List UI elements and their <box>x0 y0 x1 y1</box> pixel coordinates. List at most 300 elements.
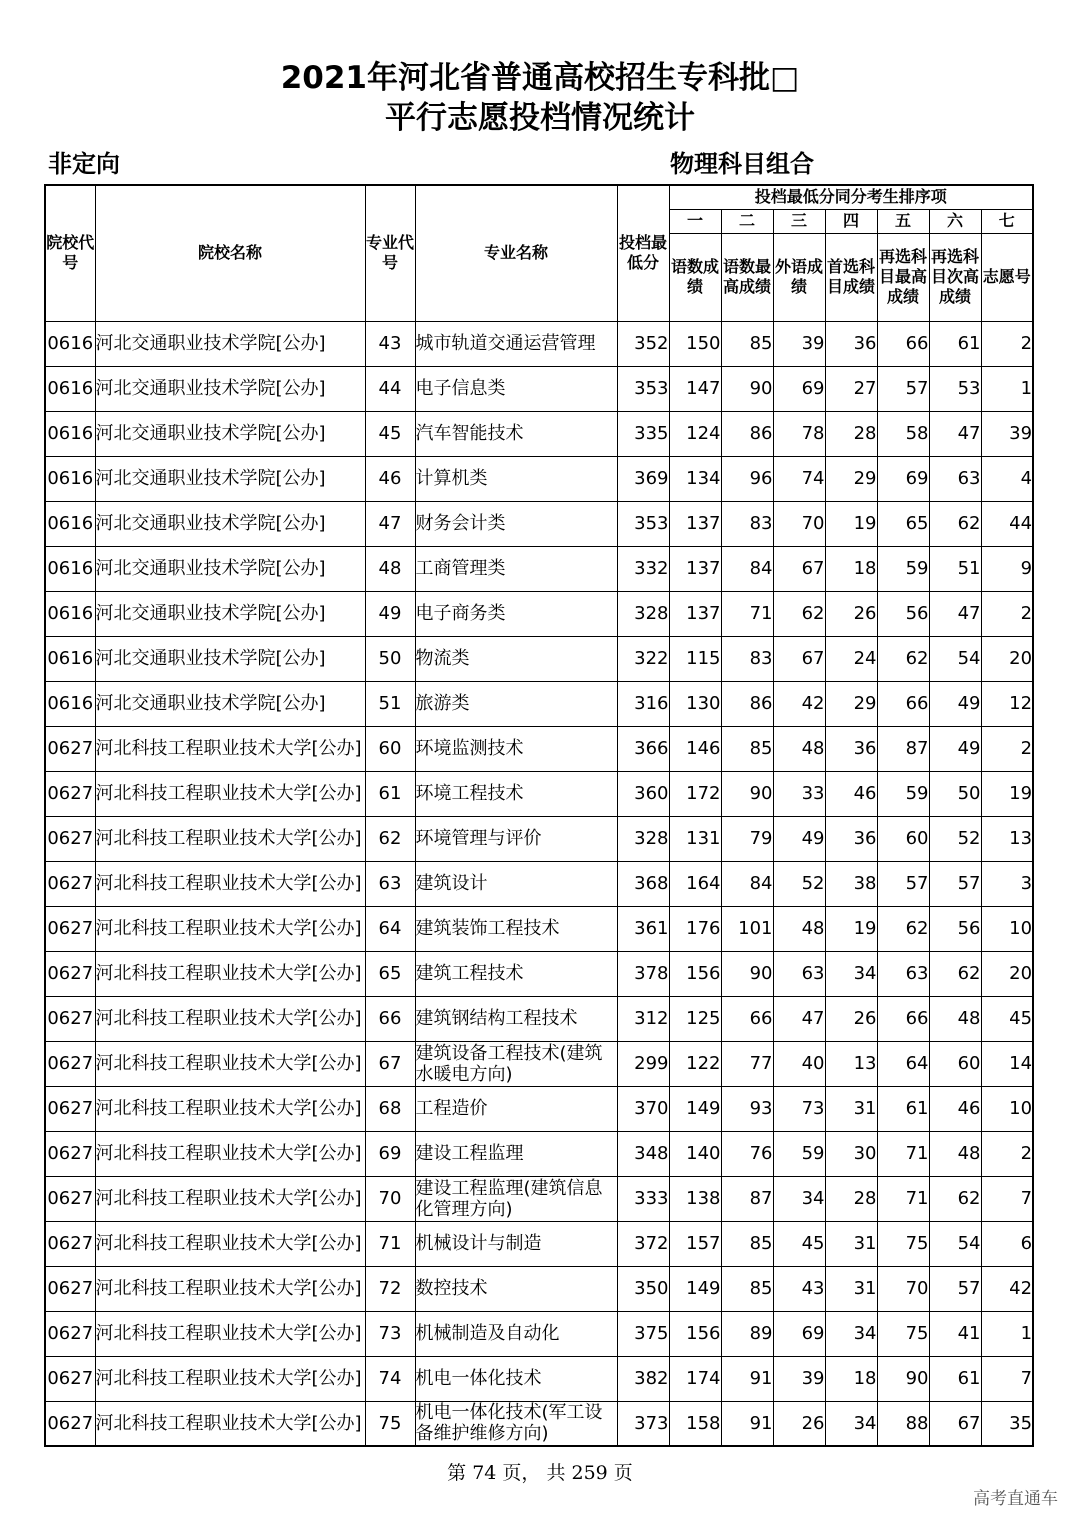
page-title-line-1: 2021年河北省普通高校招生专科批□ <box>280 60 800 96</box>
cell-chinese-math-max: 96 <box>721 456 773 501</box>
cell-min-score: 333 <box>617 1176 669 1221</box>
cell-major-code: 51 <box>365 681 415 726</box>
cell-first-subject-score: 26 <box>825 996 877 1041</box>
cell-elective-second: 51 <box>929 546 981 591</box>
cell-foreign-language-score: 70 <box>773 501 825 546</box>
cell-elective-highest: 87 <box>877 726 929 771</box>
cell-first-subject-score: 31 <box>825 1221 877 1266</box>
table-row <box>45 726 1033 771</box>
cell-elective-highest: 59 <box>877 546 929 591</box>
cell-major-code: 43 <box>365 321 415 366</box>
header-school-code: 院校代号 <box>45 185 95 321</box>
cell-first-subject-score: 19 <box>825 501 877 546</box>
table-row <box>45 951 1033 996</box>
cell-min-score: 366 <box>617 726 669 771</box>
table-row <box>45 411 1033 456</box>
cell-major-name: 环境管理与评价 <box>415 816 617 861</box>
cell-chinese-math-score: 146 <box>669 726 721 771</box>
cell-preference-number: 9 <box>981 546 1033 591</box>
cell-school-name: 河北交通职业技术学院[公办] <box>95 411 365 456</box>
cell-min-score: 328 <box>617 591 669 636</box>
cell-foreign-language-score: 33 <box>773 771 825 816</box>
cell-foreign-language-score: 62 <box>773 591 825 636</box>
header-elective-highest: 再选科目最高成绩 <box>877 233 929 321</box>
cell-major-code: 69 <box>365 1131 415 1176</box>
cell-foreign-language-score: 59 <box>773 1131 825 1176</box>
cell-foreign-language-score: 52 <box>773 861 825 906</box>
cell-preference-number: 42 <box>981 1266 1033 1311</box>
cell-first-subject-score: 24 <box>825 636 877 681</box>
cell-elective-second: 53 <box>929 366 981 411</box>
cell-school-name: 河北科技工程职业技术大学[公办] <box>95 996 365 1041</box>
cell-preference-number: 6 <box>981 1221 1033 1266</box>
cell-school-name: 河北交通职业技术学院[公办] <box>95 546 365 591</box>
cell-major-name: 财务会计类 <box>415 501 617 546</box>
cell-elective-highest: 88 <box>877 1401 929 1446</box>
cell-chinese-math-max: 79 <box>721 816 773 861</box>
cell-min-score: 353 <box>617 366 669 411</box>
header-rank-5: 五 <box>877 209 929 233</box>
table-row <box>45 1221 1033 1266</box>
cell-elective-highest: 90 <box>877 1356 929 1401</box>
cell-chinese-math-max: 83 <box>721 636 773 681</box>
cell-school-code: 0627 <box>45 1041 95 1086</box>
cell-school-name: 河北科技工程职业技术大学[公办] <box>95 1401 365 1446</box>
cell-foreign-language-score: 67 <box>773 636 825 681</box>
cell-min-score: 322 <box>617 636 669 681</box>
cell-chinese-math-score: 122 <box>669 1041 721 1086</box>
cell-min-score: 361 <box>617 906 669 951</box>
cell-preference-number: 14 <box>981 1041 1033 1086</box>
cell-chinese-math-max: 90 <box>721 951 773 996</box>
cell-min-score: 348 <box>617 1131 669 1176</box>
cell-major-name: 建筑工程技术 <box>415 951 617 996</box>
cell-foreign-language-score: 34 <box>773 1176 825 1221</box>
cell-preference-number: 45 <box>981 996 1033 1041</box>
cell-chinese-math-score: 137 <box>669 546 721 591</box>
cell-chinese-math-score: 156 <box>669 951 721 996</box>
cell-chinese-math-score: 174 <box>669 1356 721 1401</box>
cell-major-name: 环境监测技术 <box>415 726 617 771</box>
cell-chinese-math-max: 85 <box>721 1266 773 1311</box>
cell-school-code: 0616 <box>45 681 95 726</box>
cell-preference-number: 7 <box>981 1356 1033 1401</box>
header-rank-7: 七 <box>981 209 1033 233</box>
cell-major-code: 72 <box>365 1266 415 1311</box>
cell-chinese-math-score: 157 <box>669 1221 721 1266</box>
cell-school-name: 河北交通职业技术学院[公办] <box>95 501 365 546</box>
header-preference-number: 志愿号 <box>981 233 1033 321</box>
cell-elective-highest: 65 <box>877 501 929 546</box>
cell-elective-highest: 60 <box>877 816 929 861</box>
cell-preference-number: 4 <box>981 456 1033 501</box>
cell-chinese-math-score: 158 <box>669 1401 721 1446</box>
cell-elective-highest: 66 <box>877 996 929 1041</box>
table-row <box>45 816 1033 861</box>
cell-chinese-math-score: 147 <box>669 366 721 411</box>
cell-elective-second: 50 <box>929 771 981 816</box>
admission-table <box>44 184 1034 1447</box>
cell-school-name: 河北交通职业技术学院[公办] <box>95 321 365 366</box>
cell-major-name: 机电一体化技术 <box>415 1356 617 1401</box>
cell-elective-second: 57 <box>929 1266 981 1311</box>
header-min-score: 投档最低分 <box>617 185 669 321</box>
cell-min-score: 352 <box>617 321 669 366</box>
cell-elective-second: 56 <box>929 906 981 951</box>
cell-foreign-language-score: 74 <box>773 456 825 501</box>
cell-preference-number: 2 <box>981 726 1033 771</box>
cell-elective-highest: 66 <box>877 681 929 726</box>
cell-major-name: 机械制造及自动化 <box>415 1311 617 1356</box>
cell-chinese-math-max: 71 <box>721 591 773 636</box>
cell-chinese-math-max: 76 <box>721 1131 773 1176</box>
table-row <box>45 456 1033 501</box>
cell-major-name: 工商管理类 <box>415 546 617 591</box>
cell-preference-number: 19 <box>981 771 1033 816</box>
cell-foreign-language-score: 43 <box>773 1266 825 1311</box>
cell-chinese-math-score: 176 <box>669 906 721 951</box>
cell-chinese-math-score: 130 <box>669 681 721 726</box>
cell-elective-second: 52 <box>929 816 981 861</box>
header-rank-1: 一 <box>669 209 721 233</box>
cell-elective-highest: 62 <box>877 636 929 681</box>
cell-chinese-math-max: 91 <box>721 1401 773 1446</box>
cell-major-name: 电子信息类 <box>415 366 617 411</box>
cell-preference-number: 39 <box>981 411 1033 456</box>
cell-school-code: 0616 <box>45 636 95 681</box>
cell-major-name: 建筑设备工程技术(建筑水暖电方向) <box>415 1041 617 1086</box>
cell-school-code: 0616 <box>45 411 95 456</box>
cell-major-name: 建筑装饰工程技术 <box>415 906 617 951</box>
header-rank-3: 三 <box>773 209 825 233</box>
header-first-subject-score: 首选科目成绩 <box>825 233 877 321</box>
cell-preference-number: 20 <box>981 951 1033 996</box>
cell-elective-highest: 69 <box>877 456 929 501</box>
cell-chinese-math-score: 150 <box>669 321 721 366</box>
cell-first-subject-score: 28 <box>825 1176 877 1221</box>
cell-major-name: 建筑设计 <box>415 861 617 906</box>
table-row <box>45 366 1033 411</box>
cell-preference-number: 20 <box>981 636 1033 681</box>
cell-major-name: 建筑钢结构工程技术 <box>415 996 617 1041</box>
cell-major-code: 66 <box>365 996 415 1041</box>
table-row <box>45 1176 1033 1221</box>
table-row <box>45 1311 1033 1356</box>
cell-elective-second: 49 <box>929 726 981 771</box>
cell-school-name: 河北科技工程职业技术大学[公办] <box>95 771 365 816</box>
cell-first-subject-score: 29 <box>825 456 877 501</box>
cell-min-score: 312 <box>617 996 669 1041</box>
table-row <box>45 1086 1033 1131</box>
cell-elective-second: 46 <box>929 1086 981 1131</box>
cell-school-code: 0627 <box>45 951 95 996</box>
cell-school-code: 0627 <box>45 996 95 1041</box>
cell-preference-number: 10 <box>981 906 1033 951</box>
cell-major-code: 62 <box>365 816 415 861</box>
table-row <box>45 591 1033 636</box>
cell-chinese-math-max: 84 <box>721 546 773 591</box>
cell-chinese-math-score: 124 <box>669 411 721 456</box>
cell-foreign-language-score: 67 <box>773 546 825 591</box>
table-row <box>45 906 1033 951</box>
cell-school-name: 河北交通职业技术学院[公办] <box>95 591 365 636</box>
cell-first-subject-score: 31 <box>825 1086 877 1131</box>
cell-elective-highest: 57 <box>877 861 929 906</box>
cell-elective-highest: 58 <box>877 411 929 456</box>
cell-foreign-language-score: 47 <box>773 996 825 1041</box>
cell-min-score: 382 <box>617 1356 669 1401</box>
cell-first-subject-score: 36 <box>825 726 877 771</box>
cell-foreign-language-score: 48 <box>773 726 825 771</box>
cell-foreign-language-score: 69 <box>773 1311 825 1356</box>
cell-min-score: 368 <box>617 861 669 906</box>
cell-foreign-language-score: 49 <box>773 816 825 861</box>
cell-min-score: 316 <box>617 681 669 726</box>
cell-first-subject-score: 46 <box>825 771 877 816</box>
cell-school-name: 河北交通职业技术学院[公办] <box>95 636 365 681</box>
cell-foreign-language-score: 78 <box>773 411 825 456</box>
cell-elective-second: 61 <box>929 1356 981 1401</box>
header-foreign-language-score: 外语成绩 <box>773 233 825 321</box>
cell-school-name: 河北科技工程职业技术大学[公办] <box>95 861 365 906</box>
cell-school-code: 0627 <box>45 1176 95 1221</box>
cell-min-score: 369 <box>617 456 669 501</box>
cell-chinese-math-score: 134 <box>669 456 721 501</box>
cell-first-subject-score: 19 <box>825 906 877 951</box>
cell-major-code: 75 <box>365 1401 415 1446</box>
cell-first-subject-score: 31 <box>825 1266 877 1311</box>
cell-school-name: 河北科技工程职业技术大学[公办] <box>95 1086 365 1131</box>
cell-elective-second: 61 <box>929 321 981 366</box>
cell-elective-second: 49 <box>929 681 981 726</box>
cell-preference-number: 2 <box>981 321 1033 366</box>
cell-major-name: 建设工程监理 <box>415 1131 617 1176</box>
header-major-name: 专业名称 <box>415 185 617 321</box>
cell-major-code: 50 <box>365 636 415 681</box>
cell-major-name: 工程造价 <box>415 1086 617 1131</box>
cell-chinese-math-max: 86 <box>721 411 773 456</box>
category-label-left: 非定向 <box>48 150 120 178</box>
cell-school-name: 河北交通职业技术学院[公办] <box>95 456 365 501</box>
cell-foreign-language-score: 48 <box>773 906 825 951</box>
cell-elective-highest: 62 <box>877 906 929 951</box>
cell-major-code: 70 <box>365 1176 415 1221</box>
cell-elective-second: 57 <box>929 861 981 906</box>
cell-major-name: 汽车智能技术 <box>415 411 617 456</box>
cell-elective-second: 41 <box>929 1311 981 1356</box>
cell-school-code: 0616 <box>45 546 95 591</box>
cell-chinese-math-max: 89 <box>721 1311 773 1356</box>
cell-elective-highest: 56 <box>877 591 929 636</box>
cell-min-score: 373 <box>617 1401 669 1446</box>
cell-school-name: 河北科技工程职业技术大学[公办] <box>95 726 365 771</box>
cell-school-code: 0627 <box>45 816 95 861</box>
cell-foreign-language-score: 69 <box>773 366 825 411</box>
cell-school-name: 河北科技工程职业技术大学[公办] <box>95 1356 365 1401</box>
cell-chinese-math-max: 91 <box>721 1356 773 1401</box>
cell-major-name: 计算机类 <box>415 456 617 501</box>
category-label-right: 物理科目组合 <box>670 150 814 178</box>
header-chinese-math-max: 语数最高成绩 <box>721 233 773 321</box>
cell-elective-highest: 57 <box>877 366 929 411</box>
table-row <box>45 1401 1033 1446</box>
cell-school-name: 河北科技工程职业技术大学[公办] <box>95 1131 365 1176</box>
cell-first-subject-score: 34 <box>825 1311 877 1356</box>
cell-major-name: 旅游类 <box>415 681 617 726</box>
cell-school-code: 0627 <box>45 1401 95 1446</box>
cell-min-score: 332 <box>617 546 669 591</box>
cell-preference-number: 7 <box>981 1176 1033 1221</box>
cell-first-subject-score: 28 <box>825 411 877 456</box>
cell-major-code: 60 <box>365 726 415 771</box>
cell-school-name: 河北科技工程职业技术大学[公办] <box>95 951 365 996</box>
cell-chinese-math-max: 66 <box>721 996 773 1041</box>
cell-foreign-language-score: 42 <box>773 681 825 726</box>
cell-min-score: 372 <box>617 1221 669 1266</box>
cell-school-name: 河北交通职业技术学院[公办] <box>95 366 365 411</box>
cell-school-code: 0627 <box>45 1311 95 1356</box>
cell-elective-second: 48 <box>929 1131 981 1176</box>
cell-preference-number: 1 <box>981 1311 1033 1356</box>
cell-school-name: 河北科技工程职业技术大学[公办] <box>95 1041 365 1086</box>
cell-preference-number: 13 <box>981 816 1033 861</box>
header-rank-4: 四 <box>825 209 877 233</box>
cell-elective-second: 47 <box>929 411 981 456</box>
header-school-name: 院校名称 <box>95 185 365 321</box>
cell-chinese-math-score: 138 <box>669 1176 721 1221</box>
cell-major-code: 64 <box>365 906 415 951</box>
cell-school-code: 0616 <box>45 501 95 546</box>
cell-school-name: 河北科技工程职业技术大学[公办] <box>95 1311 365 1356</box>
cell-chinese-math-score: 137 <box>669 501 721 546</box>
cell-first-subject-score: 26 <box>825 591 877 636</box>
cell-school-code: 0627 <box>45 906 95 951</box>
cell-preference-number: 3 <box>981 861 1033 906</box>
cell-chinese-math-max: 85 <box>721 1221 773 1266</box>
table-row <box>45 546 1033 591</box>
cell-min-score: 335 <box>617 411 669 456</box>
cell-school-name: 河北科技工程职业技术大学[公办] <box>95 1266 365 1311</box>
cell-first-subject-score: 34 <box>825 951 877 996</box>
cell-elective-highest: 66 <box>877 321 929 366</box>
cell-chinese-math-score: 131 <box>669 816 721 861</box>
cell-first-subject-score: 29 <box>825 681 877 726</box>
table-row <box>45 861 1033 906</box>
cell-first-subject-score: 27 <box>825 366 877 411</box>
cell-major-code: 67 <box>365 1041 415 1086</box>
cell-major-name: 城市轨道交通运营管理 <box>415 321 617 366</box>
table-row <box>45 321 1033 366</box>
cell-elective-second: 63 <box>929 456 981 501</box>
cell-chinese-math-score: 164 <box>669 861 721 906</box>
cell-major-code: 74 <box>365 1356 415 1401</box>
cell-chinese-math-max: 86 <box>721 681 773 726</box>
table-row <box>45 1356 1033 1401</box>
cell-elective-highest: 63 <box>877 951 929 996</box>
cell-school-name: 河北科技工程职业技术大学[公办] <box>95 1221 365 1266</box>
table-row <box>45 501 1033 546</box>
cell-foreign-language-score: 45 <box>773 1221 825 1266</box>
page-footer: 第 74 页， 共 259 页 <box>447 1462 633 1484</box>
cell-chinese-math-max: 85 <box>721 726 773 771</box>
cell-major-name: 环境工程技术 <box>415 771 617 816</box>
cell-first-subject-score: 34 <box>825 1401 877 1446</box>
cell-foreign-language-score: 73 <box>773 1086 825 1131</box>
cell-chinese-math-score: 149 <box>669 1266 721 1311</box>
cell-major-code: 45 <box>365 411 415 456</box>
cell-preference-number: 2 <box>981 1131 1033 1176</box>
cell-first-subject-score: 36 <box>825 321 877 366</box>
cell-foreign-language-score: 40 <box>773 1041 825 1086</box>
cell-elective-second: 62 <box>929 1176 981 1221</box>
page-title-line-2: 平行志愿投档情况统计 <box>385 100 695 136</box>
cell-school-code: 0627 <box>45 771 95 816</box>
cell-chinese-math-score: 149 <box>669 1086 721 1131</box>
cell-school-name: 河北科技工程职业技术大学[公办] <box>95 816 365 861</box>
cell-school-code: 0627 <box>45 1356 95 1401</box>
cell-chinese-math-max: 84 <box>721 861 773 906</box>
cell-major-code: 48 <box>365 546 415 591</box>
cell-chinese-math-score: 172 <box>669 771 721 816</box>
cell-major-code: 46 <box>365 456 415 501</box>
cell-min-score: 370 <box>617 1086 669 1131</box>
cell-major-name: 数控技术 <box>415 1266 617 1311</box>
header-chinese-math-score: 语数成绩 <box>669 233 721 321</box>
cell-school-code: 0627 <box>45 1221 95 1266</box>
cell-elective-second: 60 <box>929 1041 981 1086</box>
cell-major-code: 71 <box>365 1221 415 1266</box>
cell-first-subject-score: 18 <box>825 1356 877 1401</box>
cell-elective-highest: 71 <box>877 1176 929 1221</box>
cell-first-subject-score: 38 <box>825 861 877 906</box>
cell-elective-second: 62 <box>929 951 981 996</box>
cell-school-code: 0616 <box>45 456 95 501</box>
cell-major-code: 49 <box>365 591 415 636</box>
table-body <box>45 321 1033 1446</box>
cell-preference-number: 10 <box>981 1086 1033 1131</box>
cell-school-name: 河北科技工程职业技术大学[公办] <box>95 1176 365 1221</box>
cell-major-code: 44 <box>365 366 415 411</box>
cell-elective-second: 54 <box>929 1221 981 1266</box>
cell-first-subject-score: 13 <box>825 1041 877 1086</box>
cell-preference-number: 2 <box>981 591 1033 636</box>
cell-school-code: 0627 <box>45 1086 95 1131</box>
cell-major-name: 物流类 <box>415 636 617 681</box>
cell-foreign-language-score: 63 <box>773 951 825 996</box>
cell-major-name: 机电一体化技术(军工设备维护维修方向) <box>415 1401 617 1446</box>
watermark: 高考直通车 <box>973 1489 1058 1509</box>
cell-elective-highest: 71 <box>877 1131 929 1176</box>
header-major-code: 专业代号 <box>365 185 415 321</box>
table-row <box>45 1266 1033 1311</box>
cell-preference-number: 44 <box>981 501 1033 546</box>
cell-chinese-math-score: 115 <box>669 636 721 681</box>
table-row <box>45 1041 1033 1086</box>
cell-min-score: 328 <box>617 816 669 861</box>
cell-first-subject-score: 36 <box>825 816 877 861</box>
cell-min-score: 375 <box>617 1311 669 1356</box>
cell-chinese-math-score: 125 <box>669 996 721 1041</box>
cell-chinese-math-max: 90 <box>721 366 773 411</box>
cell-foreign-language-score: 26 <box>773 1401 825 1446</box>
cell-major-code: 47 <box>365 501 415 546</box>
cell-preference-number: 1 <box>981 366 1033 411</box>
cell-first-subject-score: 18 <box>825 546 877 591</box>
cell-major-name: 电子商务类 <box>415 591 617 636</box>
cell-school-code: 0627 <box>45 1131 95 1176</box>
cell-min-score: 299 <box>617 1041 669 1086</box>
cell-min-score: 360 <box>617 771 669 816</box>
